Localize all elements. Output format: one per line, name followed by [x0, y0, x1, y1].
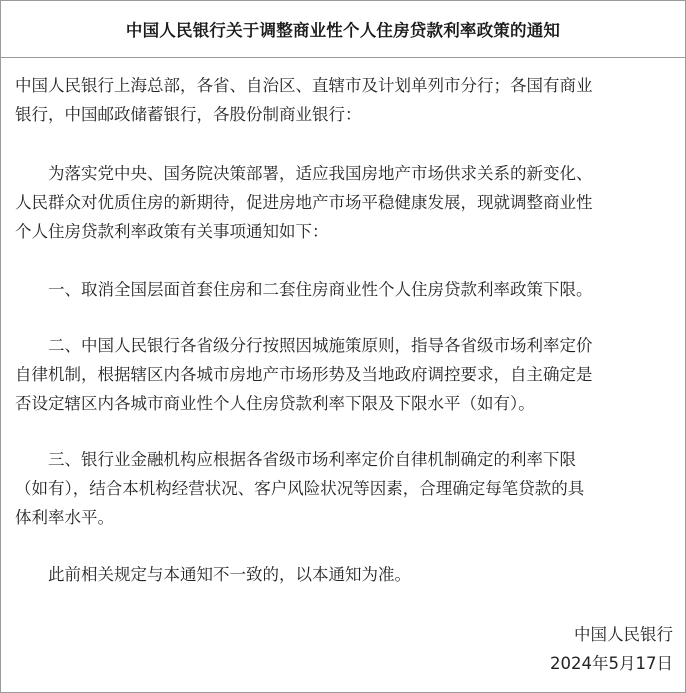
- title-bar: [1, 1, 685, 58]
- item-2-paragraph: [15, 331, 673, 418]
- intro-line: 个人住房贷款利率政策有关事项通知如下：: [15, 222, 329, 241]
- closing-paragraph: [15, 560, 673, 589]
- item-1-paragraph: [15, 275, 673, 304]
- addressee-line: 银行，中国邮政储蓄银行，各股份制商业银行：: [15, 105, 362, 124]
- intro-line: 人民群众对优质住房的新期待，促进房地产市场平稳健康发展，现就调整商业性: [15, 193, 593, 212]
- addressee-line: 中国人民银行上海总部，各省、自治区、直辖市及计划单列市分行；各国有商业: [15, 76, 593, 95]
- item-2-line: 否设定辖区内各城市商业性个人住房贷款利率下限及下限水平（如有）。: [15, 394, 535, 413]
- item-3-line: 体利率水平。: [15, 508, 114, 527]
- item-3-paragraph: [15, 445, 673, 532]
- signature-block: [15, 620, 673, 678]
- notice-title: 中国人民银行关于调整商业性个人住房贷款利率政策的通知: [125, 21, 561, 40]
- intro-paragraph: [15, 159, 673, 246]
- closing-line: 此前相关规定与本通知不一致的，以本通知为准。: [48, 565, 411, 584]
- intro-line: 为落实党中央、国务院决策部署，适应我国房地产市场供求关系的新变化、: [48, 164, 593, 183]
- item-3-line: 三、银行业金融机构应根据各省级市场利率定价自律机制确定的利率下限: [48, 450, 576, 469]
- item-2-line: 自律机制，根据辖区内各城市房地产市场形势及当地政府调控要求，自主确定是: [15, 365, 593, 384]
- item-3-line: （如有），结合本机构经营状况、客户风险状况等因素，合理确定每笔贷款的具: [15, 479, 585, 498]
- issue-date: 2024年5月17日: [550, 654, 673, 673]
- item-1-line: 一、取消全国层面首套住房和二套住房商业性个人住房贷款利率政策下限。: [48, 280, 593, 299]
- item-2-line: 二、中国人民银行各省级分行按照因城施策原则，指导各省级市场利率定价: [48, 336, 593, 355]
- addressee-paragraph: [15, 71, 673, 129]
- issuer-name: 中国人民银行: [574, 625, 673, 644]
